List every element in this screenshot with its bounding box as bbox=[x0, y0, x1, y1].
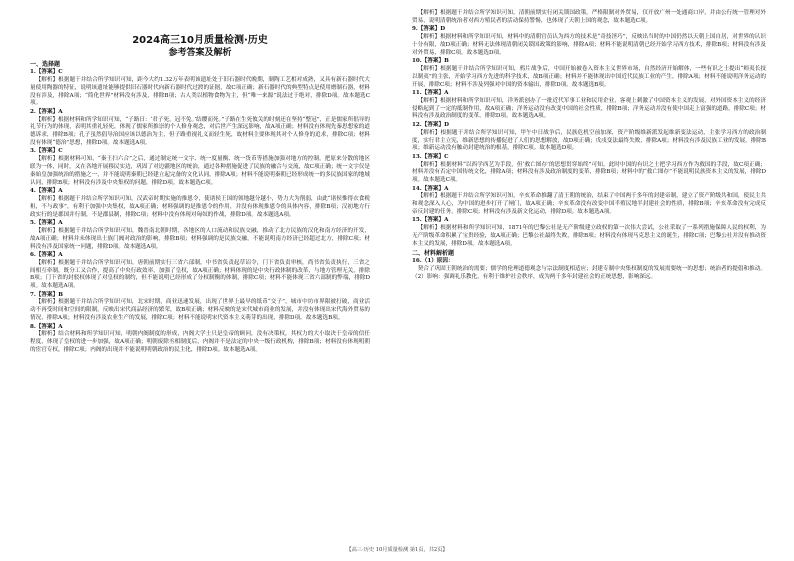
analysis-text: 【解析】根据题干并结合所学知识可知，辛亥革命推翻了清王朝的统治，结束了中国两千多年的封建帝制，建立了资产阶级共和国，使民主共和观念深入人心，为中国的进步打开了闸门，故A项正确；辛亥革命没有改变中国半殖民地半封建社会的性质，排除B项；辛亥革命没有完成反帝反封建的任务，排除C项；材料没有涉及新文化运动，排除D项。故本题选A项。 bbox=[412, 193, 766, 216]
title-block bbox=[30, 34, 370, 59]
answer-item bbox=[412, 186, 766, 217]
answer-label: 5.【答案】A bbox=[30, 220, 63, 227]
analysis-text: 【解析】根据题干并结合所学知识可知，北宋时期，商业迅速发展，出现了世界上最早的纸币“交子”，城市中坊市界限被打破，商业活动不再受时间和空间的限制，反映出宋代商品经济的繁荣，故B项正确；材料反映的是宋代城市商业的发展，并没有体现出宋代海外贸易的情况，排除A项；材料没有涉及农业生产的发展，排除C项；材料不能说明宋代资本主义萌芽的出现，排除D项。故本题选B项。 bbox=[30, 299, 370, 322]
answer-item bbox=[30, 252, 370, 291]
analysis-text: 【解析】根据题干并结合所学知识可知，魏晋南北朝时期，各地区的人口流动和民族交融，推动了北方民族的汉化和南方经济的开发，故A项正确；材料并未体现出士族门阀对政治的影响，排除B项；材料强调的是民族交融，不能说明南方经济已经超过北方，排除C项；材料没有涉及国家统一问题，排除D项。故本题选A项。 bbox=[30, 227, 370, 250]
answer-item bbox=[412, 90, 766, 121]
analysis-text: 契合了巩固王朝统治的需要；儒学的伦理道德观念与宗法制度相适应；封建专制中央集权制度的发展需要统一的思想；统治者的提倡和推动。（2）影响：强调礼乐教化，有利于维护社会秩序，成为两千多年封建社会的正统思想，影响深远。 bbox=[412, 265, 766, 280]
answer-label: 7.【答案】B bbox=[30, 291, 63, 298]
answer-item bbox=[412, 58, 766, 89]
answer-item bbox=[30, 220, 370, 251]
answer-item bbox=[412, 258, 766, 282]
answer-label: 11.【答案】A bbox=[412, 89, 449, 96]
answer-label: 16.（1）原因： bbox=[412, 257, 454, 264]
answer-label: 8.【答案】A bbox=[30, 323, 63, 330]
analysis-text: 【解析】根据材料和所学知识可知，洋务派创办了一批近代军事工业和民用企业，客观上刺激了中国资本主义的发展，对外国资本主义的经济侵略起到了一定的抵制作用，故A项正确；洋务运动没有改变中国的社会性质，排除B项；洋务运动并没有使中国走上富强的道路，排除C项；材料没有涉及政治制度的变革，排除D项。故本题选A项。 bbox=[412, 97, 766, 120]
answer-label: 10.【答案】B bbox=[412, 58, 449, 65]
analysis-text: 【解析】根据材料和所学知识可知，材料中的清朝官员认为西方的技术是“奇技淫巧”，反映出当时的中国仍然以天朝上国自居，对世界的认识十分有限，故D项正确；材料无法体现清朝闭关锁国政策的影响，排除A项；材料不能说明清朝已经开始学习西方技术，排除B项；材料没有涉及对外贸易，排除C项。故本题选D项。 bbox=[412, 34, 766, 56]
answer-label: 6.【答案】A bbox=[30, 251, 63, 258]
analysis-text: 【解析】根据材料和所学知识可知，“子路曰：‘君子死，冠不免。’结缨而死。”子路在生死攸关的时刻还在坚持“整冠”，正是儒家所倡导的礼节行为的体现，表明其重礼轻死，体现了儒家所推崇的个人修身观念，对后世产生深远影响，故A项正确；材料没有体现先秦思想家的道德诉求，排除B项；孔子虽然倡导治国应该以德治为主，但子路重视礼义而轻生死，故材料主要体现其对个人修身的追求，排除C项；材料没有体现“德治”思想，排除D项。故本题选A项。 bbox=[30, 116, 370, 147]
answer-label: 13.【答案】C bbox=[412, 153, 449, 160]
analysis-text: 【解析】根据题干并结合所学知识可知，唐朝前期实行三省六部制，中书省负责起草诏令，门下省负责审核，尚书省负责执行，三省之间相互牵制，既分工又合作，提高了中央行政效率，加强了皇权，故A项正确；材料体现的是中央行政体制的改革，与地方管理无关，排除B项；门下省的封驳权体现了对皇权的制约，但不能说明已经形成了分权制衡的体制，排除C项；材料不能体现三省六部制的弊端，排除D项。故本题选A项。 bbox=[30, 259, 370, 290]
answer-label: 14.【答案】A bbox=[412, 185, 449, 192]
answer-item bbox=[30, 292, 370, 323]
answer-label: 12.【答案】D bbox=[412, 121, 449, 128]
answer-label: 4.【答案】A bbox=[30, 188, 63, 195]
answer-item bbox=[412, 217, 766, 248]
analysis-text: 【解析】根据题干并结合所学知识可知，汉武帝时期实施的推恩令，使诸侯王国的领地越分越小，势力大为削弱，由此“诸侯惟得衣食税租，不与政事”，有利于加强中央集权，故A项正确；材料强调的是推恩令的作用，并没有体现推恩令的具体内容，排除B项；汉初地方行政实行的是郡国并行制，不是郡县制，排除C项；材料中没有体现对匈奴的作战，排除D项。故本题选A项。 bbox=[30, 196, 370, 218]
left-column bbox=[30, 34, 370, 355]
answer-label: 9.【答案】D bbox=[412, 26, 446, 33]
section-heading-choice: 一、选择题 bbox=[30, 61, 61, 68]
answer-label: 2.【答案】A bbox=[30, 108, 63, 115]
answer-item bbox=[30, 188, 370, 219]
left-answer-list bbox=[30, 69, 370, 355]
right-answer-list bbox=[412, 10, 766, 281]
analysis-text: 【解析】根据材料“以西学西艺为手段，但‘救亡图存’的思想贯穿始终”可知，此时中国的有识之士把学习西方作为救国的手段，故C项正确；材料并没有否定中国传统文化，排除A项；材料没有涉及政治制度的变革，排除B项；材料中的“救亡图存”不能说明民族资本主义的发展，排除D项。故本题选C项。 bbox=[412, 161, 766, 184]
answer-label: 1.【答案】C bbox=[30, 69, 63, 75]
section-heading-material: 二、材料解析题 bbox=[412, 249, 455, 257]
analysis-text: 【解析】根据题干并结合所学知识可知，鸦片战争后，中国开始被卷入资本主义世界市场，自然经济开始解体，一些有识之士提出“师夷长技以制夷”的主张，开始学习西方先进的科学技术，故B项正确；材料并不能体现出中国近代民族工业的产生，排除A项；材料不能说明洋务运动的开展，排除C项；材料不涉及列强对中国的资本输出，排除D项。故本题选B项。 bbox=[412, 65, 766, 88]
answer-item bbox=[412, 122, 766, 153]
answer-item bbox=[412, 26, 766, 57]
analysis-text: 【解析】根据题干并结合所学知识可知，清朝前期实行闭关锁国政策，严格限制对外贸易，仅开放广州一处通商口岸，并由公行统一管理对外贸易，说明清朝统治者对西方殖民者的活动保持警惕，也体现了天朝上国的观念，故本题选C项。 bbox=[412, 10, 766, 24]
answer-label: 3.【答案】C bbox=[30, 148, 63, 155]
analysis-text: 【解析】根据题干并结合所学知识可知，甲午中日战争后，民族危机空前加深，资产阶级维新派发起维新变法运动，主张学习西方的政治制度，实行君主立宪，维新思想的传播促进了人们的思想解放，故D项正确；戊戌变法最终失败，排除A项；材料没有涉及民族工业的发展，排除B项；维新运动没有触动封建统治的根基，排除C项。故本题选D项。 bbox=[412, 129, 766, 152]
right-column bbox=[412, 10, 766, 282]
answer-item bbox=[30, 148, 370, 187]
answer-item bbox=[30, 69, 370, 108]
analysis-text: 【解析】结合材料和所学知识可知，明朝内阁制度的形成，内阁大学士只是皇帝的顾问，没有决策权，其权力的大小取决于皇帝的信任程度，体现了皇权的进一步加强，故A项正确；明朝废除丞相制度后，内阁并不是法定的中央一级行政机构，排除B项；材料没有体现明朝的宦官专权，排除C项；内阁的出现并不能说明明朝政治的民主化，排除D项。故本题选A项。 bbox=[30, 331, 370, 354]
answer-item bbox=[30, 324, 370, 355]
answer-label: 15.【答案】A bbox=[412, 217, 449, 224]
answer-item bbox=[412, 10, 766, 26]
answer-item bbox=[412, 154, 766, 185]
analysis-text: 【解析】根据题干并结合所学知识可知，距今大约1.32万年表明该遗址处于旧石器时代晚期，制陶工艺相对成熟，又具有新石器时代大量使用陶器的特征，说明该遗址能够提供旧石器时代向新石器时代过渡的证据，故C项正确；新石器时代的典型特点是使用磨制石器，材料没有涉及，排除A项；“简化世界”材料没有涉及，排除B项；古人类以植物食物为主，但“唯一来源”说法过于绝对，排除D项。故本题选C项。 bbox=[30, 76, 370, 107]
page-title: 2024高三10月质量检测·历史 bbox=[132, 35, 268, 46]
answer-item bbox=[30, 109, 370, 148]
analysis-text: 【解析】根据材料可知，“秦王扫六合”之后，通过制定统一文字、统一度量衡、统一货币等措施加强对地方的控制，把原来分散的地区联为一体，同时，又在各地开展移民实边，巩固了对边疆地区的统治，通过各种措施促进了民族的融合与交流，故C项正确；统一文字仅是秦始皇加强统治的措施之一，并不能说明秦朝已经建立起完备的文化认同，排除A项；材料不能说明秦朝已经形成统一的多民族国家的地域认同，排除B项；材料没有涉及中央集权的问题，排除D项。故本题选C项。 bbox=[30, 156, 370, 186]
page-subtitle: 参考答案及解析 bbox=[168, 48, 232, 58]
page-footer: 【高三·历史 10月质量检测 第1页，共2页】 bbox=[346, 547, 448, 553]
analysis-text: 【解析】根据材料和所学知识可知，1871年的巴黎公社是无产阶级建立政权的第一次伟大尝试，公社采取了一系列措施保障人民的权利，为无产阶级革命积累了宝贵经验，故A项正确；巴黎公社最终失败，排除B项；材料没有体现马克思主义的诞生，排除C项；巴黎公社并没有推动资本主义的发展，排除D项。故本题选A项。 bbox=[412, 225, 766, 247]
